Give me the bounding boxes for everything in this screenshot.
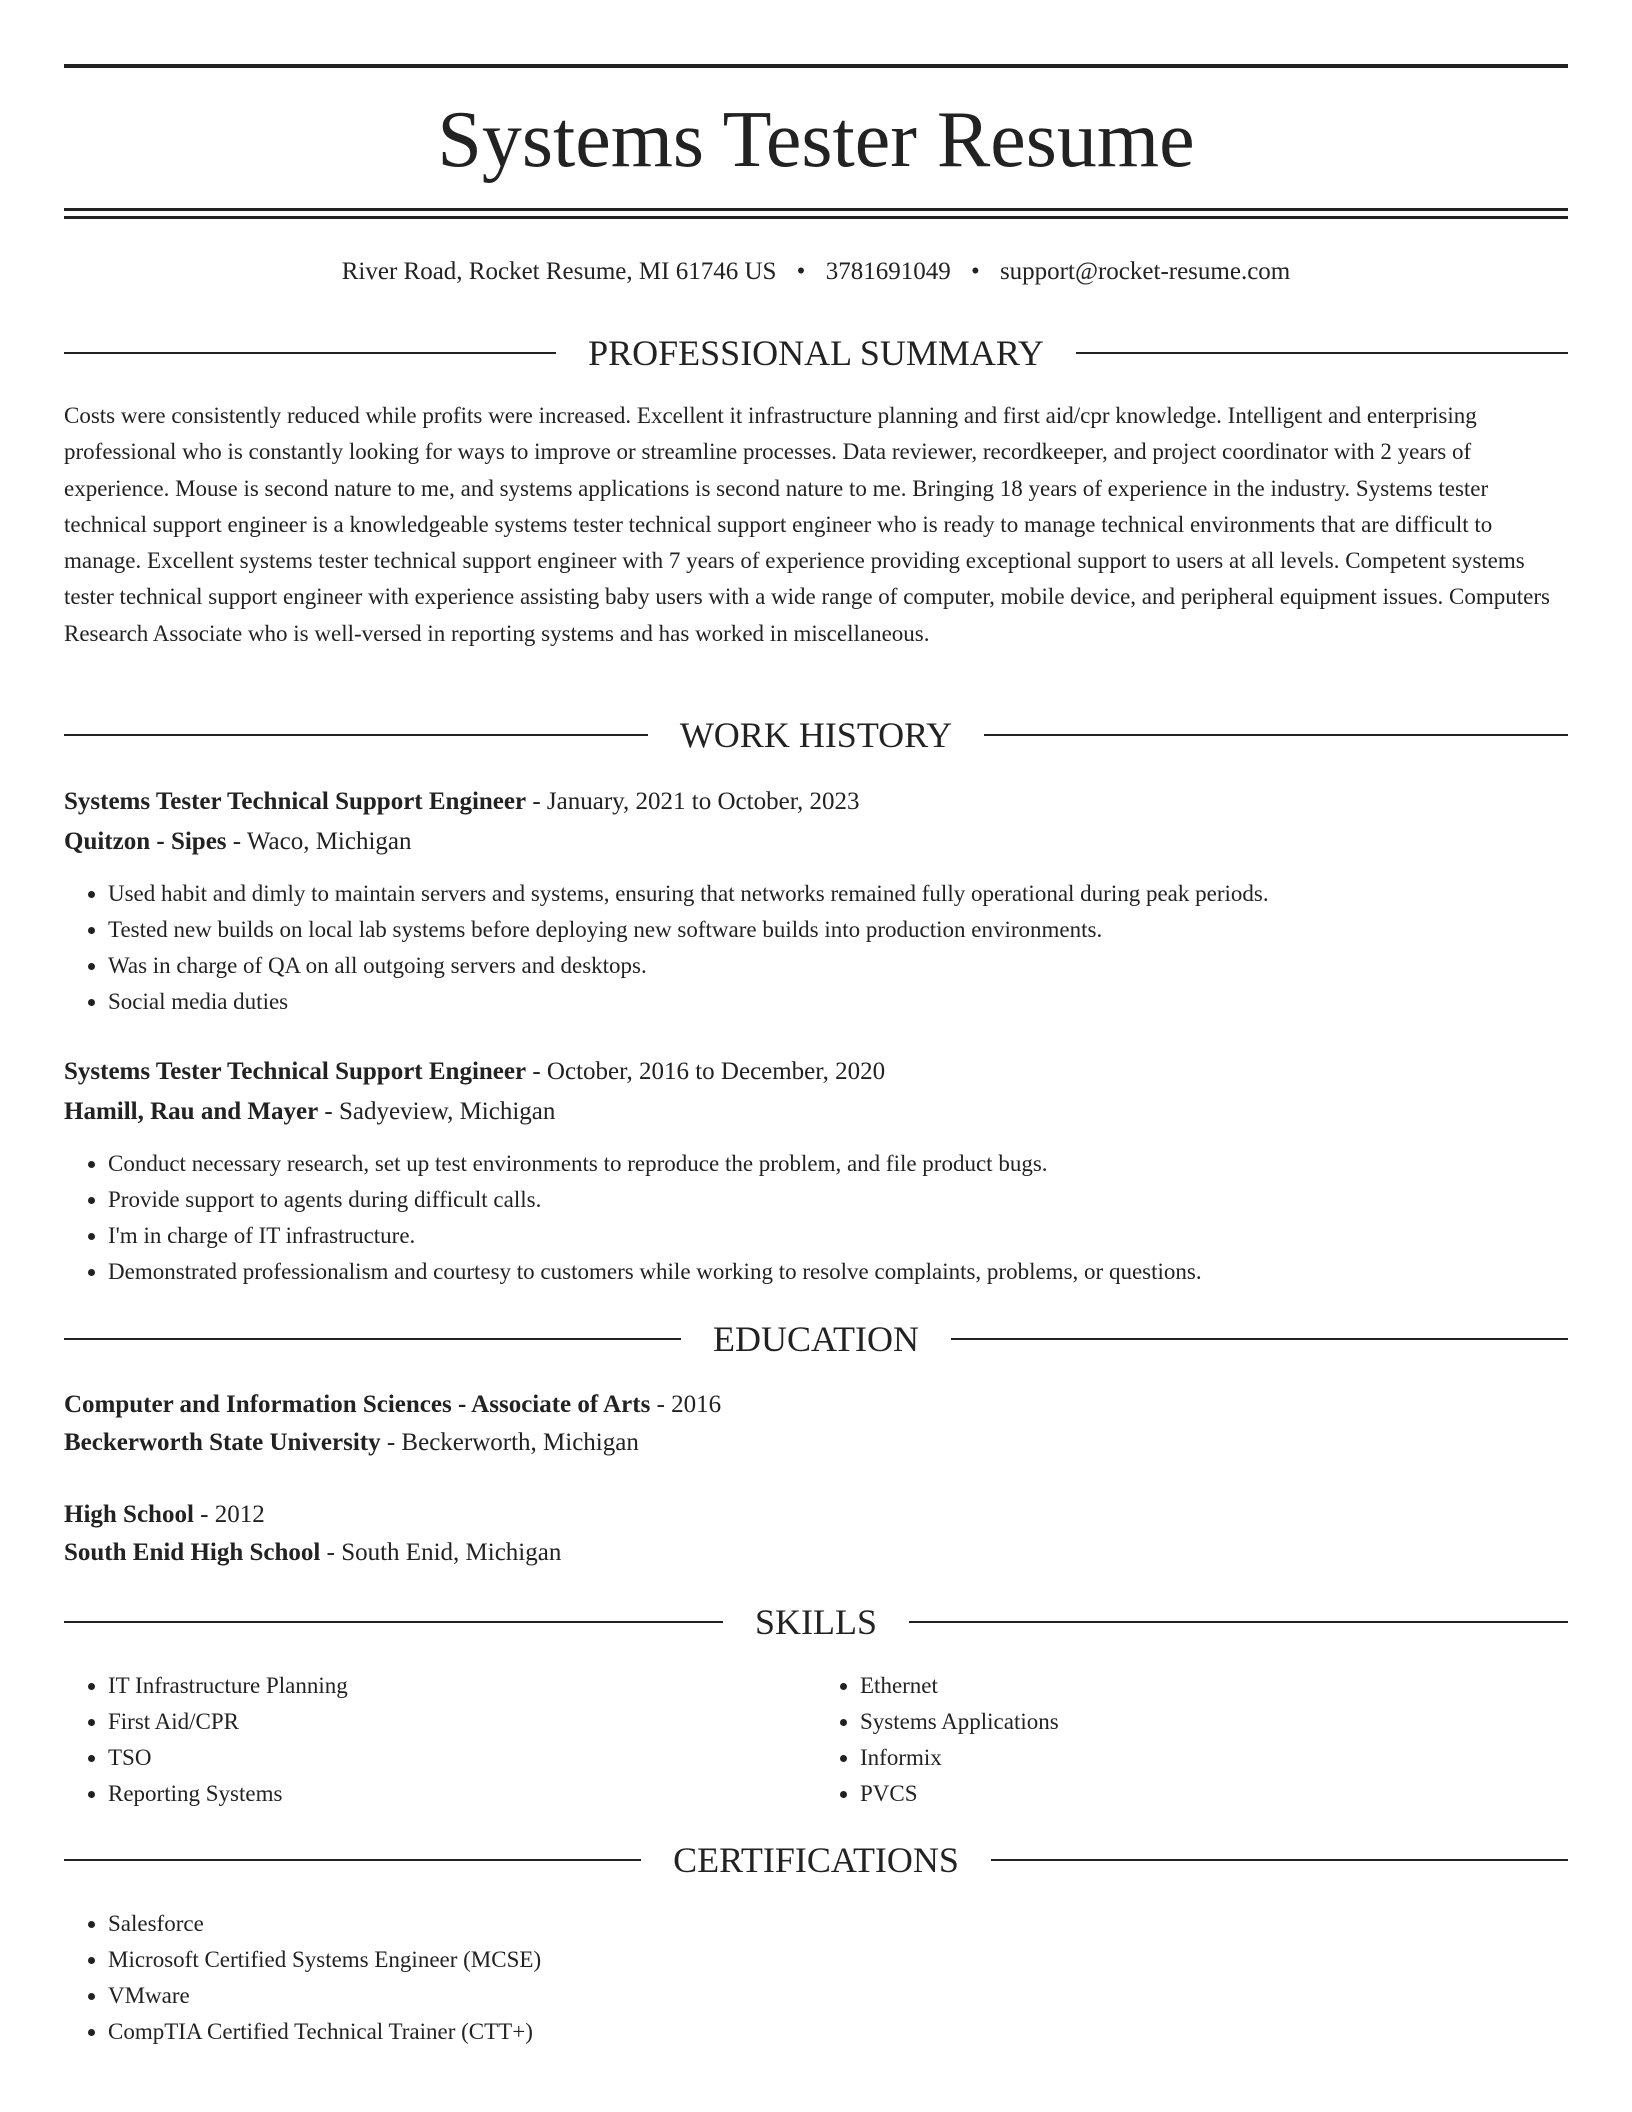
list-item: • VMware (108, 1978, 1568, 2014)
contact-separator: • (970, 258, 980, 285)
job-title-line (64, 1052, 1568, 1092)
list-item: • Microsoft Certified Systems Engineer (MCSE) (108, 1942, 1568, 1978)
skills-heading-label: SKILLS (755, 1602, 878, 1642)
list-item: • Reporting Systems (108, 1776, 816, 1812)
job-entry (64, 1052, 1568, 1132)
list-item: • Informix (860, 1740, 1568, 1776)
resume-title: Systems Tester Resume (437, 96, 1195, 184)
list-item: • CompTIA Certified Technical Trainer (CTT+) (108, 2014, 1568, 2050)
list-item: • Demonstrated professionalism and courtesy to customers while working to resolve complaints, problems, or questions. (108, 1254, 1568, 1290)
heading-rule-left (64, 1338, 681, 1340)
list-item: • Ethernet (860, 1668, 1568, 1704)
education-degree-line (64, 1496, 1568, 1534)
header-double-rule-lower (64, 216, 1568, 219)
education-year: - 2016 (650, 1391, 722, 1418)
education-heading (64, 1317, 1568, 1361)
job-dates: - October, 2016 to December, 2020 (526, 1058, 886, 1085)
list-item: • Tested new builds on local lab systems before deploying new software builds into production environments. (108, 912, 1568, 948)
education-school: South Enid High School (64, 1539, 321, 1566)
list-item: • IT Infrastructure Planning (108, 1668, 816, 1704)
job-location: - Sadyeview, Michigan (318, 1098, 556, 1125)
heading-rule-left (64, 1621, 723, 1623)
education-degree: Computer and Information Sciences - Associate of Arts (64, 1391, 651, 1418)
work-history-heading-label: WORK HISTORY (679, 715, 953, 755)
heading-rule-left (64, 1859, 641, 1861)
skills-heading (64, 1600, 1568, 1644)
education-location: - Beckerworth, Michigan (380, 1429, 639, 1456)
education-school: Beckerworth State University (64, 1429, 381, 1456)
heading-rule-left (64, 352, 556, 354)
header-top-rule (64, 64, 1568, 68)
list-item: • Systems Applications (860, 1704, 1568, 1740)
job-company-line (64, 1092, 1568, 1132)
job-company-line (64, 822, 1568, 862)
education-entry (64, 1386, 1568, 1462)
certifications-list (64, 1906, 1568, 2050)
job-location: - Waco, Michigan (226, 828, 412, 855)
heading-rule-right (984, 734, 1568, 736)
skills-column-right (816, 1668, 1568, 1812)
heading-rule-right (951, 1338, 1568, 1340)
heading-rule-left (64, 734, 648, 736)
list-item: • Social media duties (108, 984, 1568, 1020)
list-item: • Used habit and dimly to maintain servers and systems, ensuring that networks remained fully operational during peak periods. (108, 876, 1568, 912)
skills-list (64, 1668, 1568, 1812)
heading-rule-right (909, 1621, 1568, 1623)
job-company: Hamill, Rau and Mayer (64, 1098, 319, 1125)
education-degree-line (64, 1386, 1568, 1424)
certifications-heading-label: CERTIFICATIONS (673, 1840, 959, 1880)
job-entry (64, 782, 1568, 862)
list-item: • Was in charge of QA on all outgoing servers and desktops. (108, 948, 1568, 984)
summary-section (64, 398, 1568, 652)
summary-heading-label: PROFESSIONAL SUMMARY (588, 333, 1044, 373)
job-title: Systems Tester Technical Support Engineer (64, 788, 527, 815)
education-heading-label: EDUCATION (713, 1319, 919, 1359)
education-degree: High School (64, 1501, 194, 1528)
heading-rule-right (991, 1859, 1568, 1861)
list-item: • First Aid/CPR (108, 1704, 816, 1740)
summary-text: Costs were consistently reduced while profits were increased. Excellent it infrastructure planning and first aid/cpr knowledge. Intelligent and enterprising professional who is constantly looking for ways to improve or streamline processes. Data reviewer, recordkeeper, and project coordinator with 2 years of experience. Mouse is second nature to me, and systems applications is second nature to me. Bringing 18 years of experience in the industry. Systems tester technical support engineer is a knowledgeable systems tester technical support engineer who is ready to manage technical environments that are difficult to manage. Excellent systems tester technical support engineer with 7 years of experience providing exceptional support to users at all levels. Competent systems tester technical support engineer with experience assisting baby users with a wide range of computer, mobile device, and peripheral equipment issues. Computers Research Associate who is well-versed in reporting systems and has worked in miscellaneous. (64, 403, 1550, 646)
education-school-line (64, 1424, 1568, 1462)
work-history-heading (64, 713, 1568, 757)
job-title: Systems Tester Technical Support Engineer (64, 1058, 527, 1085)
contact-phone: 3781691049 (825, 258, 951, 285)
certifications-heading (64, 1838, 1568, 1882)
education-school-line (64, 1534, 1568, 1572)
education-entry (64, 1496, 1568, 1572)
job-dates: - January, 2021 to October, 2023 (526, 788, 860, 815)
summary-heading (64, 331, 1568, 375)
heading-rule-right (1076, 352, 1568, 354)
list-item: • Conduct necessary research, set up test environments to reproduce the problem, and file product bugs. (108, 1146, 1568, 1182)
job-title-line (64, 782, 1568, 822)
contact-email: support@rocket-resume.com (999, 258, 1291, 285)
contact-separator: • (796, 258, 806, 285)
job-bullets (64, 1146, 1568, 1290)
list-item: • I'm in charge of IT infrastructure. (108, 1218, 1568, 1254)
list-item: • Provide support to agents during difficult calls. (108, 1182, 1568, 1218)
list-item: • PVCS (860, 1776, 1568, 1812)
skills-column-left (64, 1668, 816, 1812)
contact-address: River Road, Rocket Resume, MI 61746 US (341, 258, 777, 285)
job-company: Quitzon - Sipes (64, 828, 227, 855)
job-bullets (64, 876, 1568, 1020)
contact-line (64, 254, 1568, 290)
list-item: • Salesforce (108, 1906, 1568, 1942)
header-double-rule-upper (64, 208, 1568, 211)
education-year: - 2012 (193, 1501, 265, 1528)
education-location: - South Enid, Michigan (320, 1539, 562, 1566)
list-item: • TSO (108, 1740, 816, 1776)
